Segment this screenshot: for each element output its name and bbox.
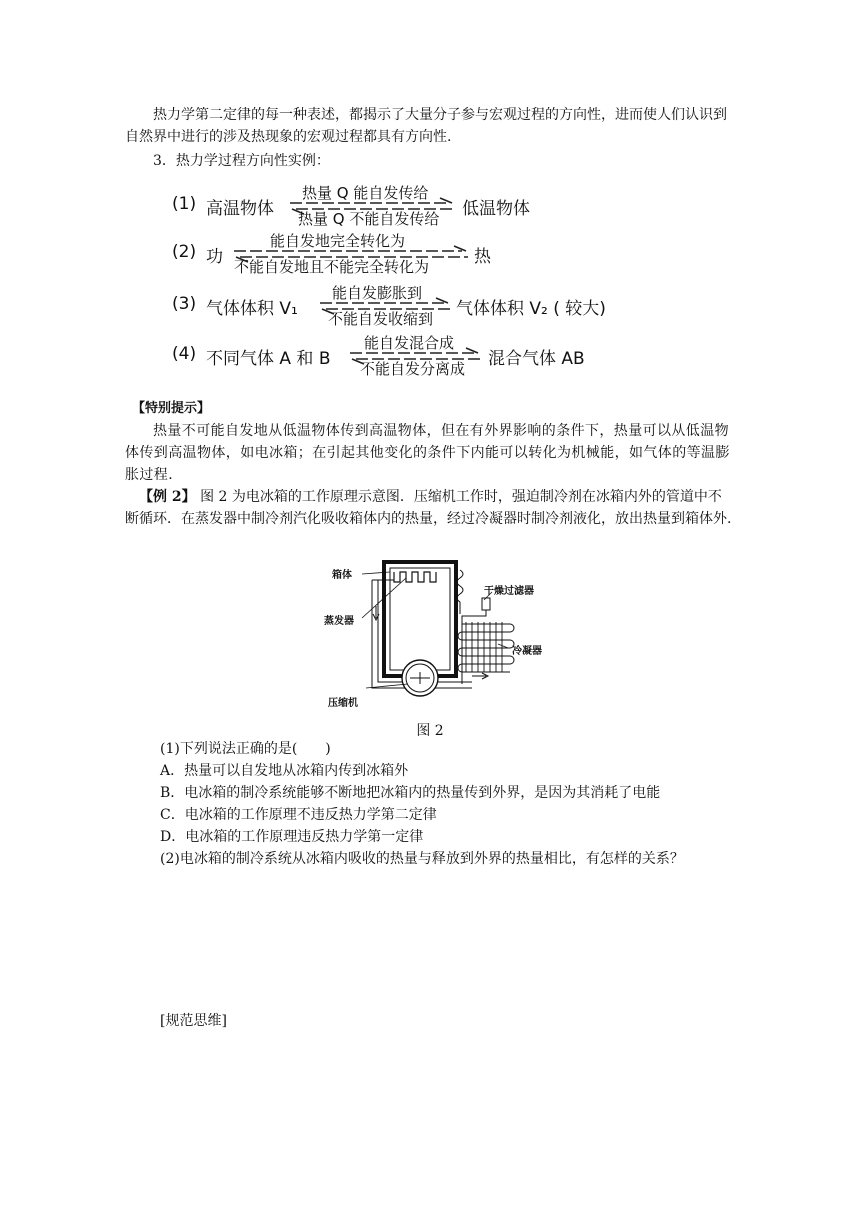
question-1: (1)下列说法正确的是( ) <box>160 741 331 757</box>
example-right: 混合气体 AB <box>488 349 585 369</box>
arrow-top-label: 能自发地完全转化为 <box>270 232 406 250</box>
arrow-top-label: 能自发膨胀到 <box>332 284 423 302</box>
question-2: (2)电冰箱的制冷系统从冰箱内吸收的热量与释放到外界的热量相比，有怎样的关系？ <box>160 851 684 867</box>
example-left: 功 <box>206 247 223 267</box>
tip-heading: 【特别提示】 <box>132 401 211 416</box>
arrow-bottom-label: 不能自发地且不能完全转化为 <box>234 258 430 276</box>
example-left: 气体体积 V₁ <box>206 299 298 319</box>
arrow-bottom-label: 不能自发分离成 <box>360 360 466 378</box>
example-right: 低温物体 <box>462 199 530 219</box>
option-b: B．电冰箱的制冷系统能够不断地把冰箱内的热量传到外界，是因为其消耗了电能 <box>160 785 661 801</box>
intro-paragraph: 热力学第二定律的每一种表述，都揭示了大量分子参与宏观过程的方向性，进而使人们认识到自然界中进行的涉及热现象的宏观过程都具有方向性. <box>125 107 727 145</box>
norm-thinking-label: [规范思维] <box>160 1013 227 1029</box>
arrow-top-label: 热量 Q 能自发传给 <box>302 184 429 202</box>
example-right: 热 <box>474 247 491 267</box>
example-2-text: 图 2 为电冰箱的工作原理示意图．压缩机工作时，强迫制冷剂在冰箱内外的管道中不断循环．在蒸发器中制冷剂汽化吸收箱体内的热量，经过冷凝器时制冷剂液化，放出热量到箱体外. <box>125 489 732 527</box>
label-compressor: 压缩机 <box>328 698 358 709</box>
label-evaporator: 蒸发器 <box>324 616 354 627</box>
example-left: 高温物体 <box>206 199 274 219</box>
arrow-top-label: 能自发混合成 <box>364 334 455 352</box>
reversible-arrow <box>348 336 484 376</box>
arrow-bottom-label: 不能自发收缩到 <box>328 310 434 328</box>
option-a: A．热量可以自发地从冰箱内传到冰箱外 <box>160 763 409 779</box>
example-2-paragraph <box>125 486 735 530</box>
label-filter: 干燥过滤器 <box>484 586 534 597</box>
example-right: 气体体积 V₂ ( 较大) <box>456 299 606 319</box>
label-condenser: 冷凝器 <box>512 646 542 657</box>
arrow-bottom-label: 热量 Q 不能自发传给 <box>298 210 440 228</box>
example-2-label: 【例 2】 <box>139 489 196 505</box>
option-d: D．电冰箱的工作原理违反热力学第一定律 <box>160 829 424 845</box>
reversible-arrow <box>318 286 454 326</box>
item-3: 3．热力学过程方向性实例： <box>153 153 330 169</box>
tip-text: 热量不可能自发地从低温物体传到高温物体，但在有外界影响的条件下，热量可以从低温物体传到高温物体，如电冰箱；在引起其他变化的条件下内能可以转化为机械能，如气体的等温膨胀过程. <box>125 423 730 483</box>
reversible-arrow <box>288 186 458 226</box>
refrigerator-diagram <box>322 558 542 716</box>
reversible-arrow <box>232 234 472 274</box>
example-num: (4) <box>172 344 197 364</box>
example-num: (2) <box>172 242 197 262</box>
figure-caption: 图 2 <box>416 723 444 739</box>
option-c: C．电冰箱的工作原理不违反热力学第二定律 <box>160 807 437 823</box>
example-num: (1) <box>172 194 197 214</box>
label-box: 箱体 <box>332 570 352 581</box>
example-num: (3) <box>172 294 197 314</box>
example-left: 不同气体 A 和 B <box>206 349 331 369</box>
